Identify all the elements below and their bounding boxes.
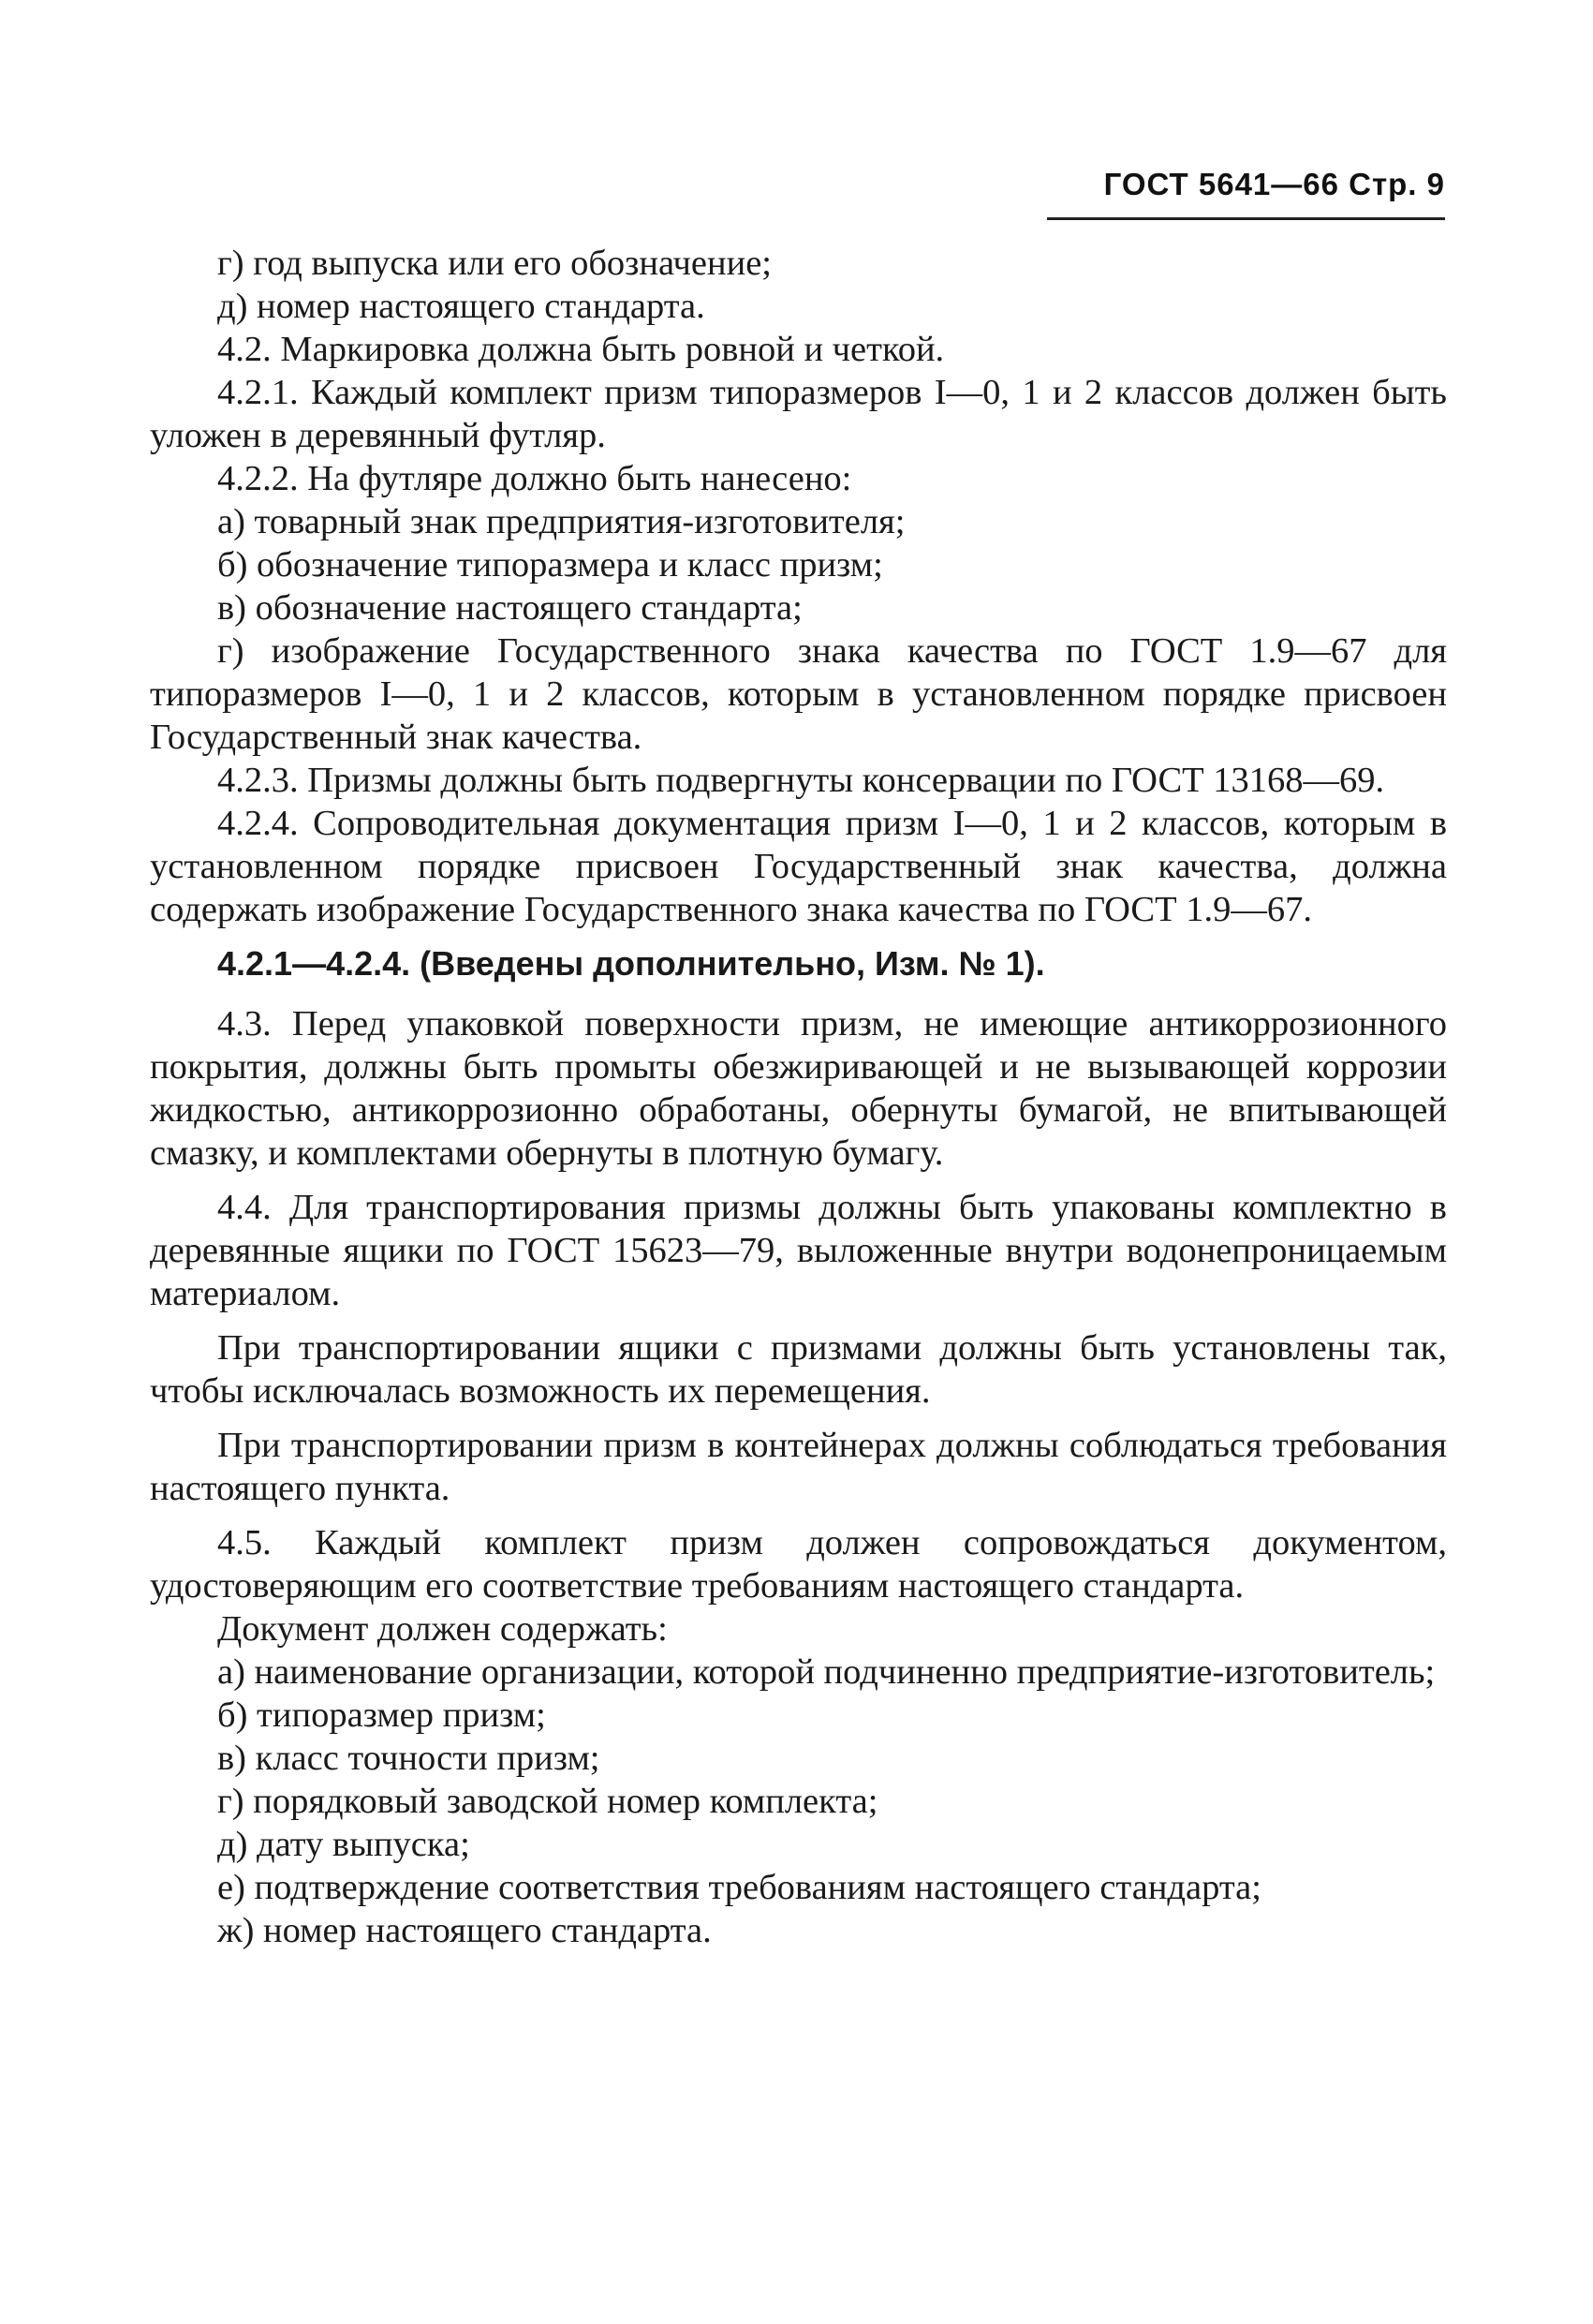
clause-4-4: 4.4. Для транспортирования призмы должны быть упакованы комплектно в деревянные ящики по ГОСТ 15623—79, выложенные внутри водонепроницаемым материалом.: [150, 1188, 1447, 1313]
doc-item-v: в) класс точности призм;: [217, 1739, 600, 1778]
paragraph-item-d-standard: д) номер настоящего стандарта.: [217, 287, 705, 326]
clause-4-2-1: 4.2.1. Каждый комплект призм типоразмеров I—0, 1 и 2 классов должен быть уложен в деревянный футляр.: [150, 373, 1447, 455]
header-rule: [1047, 217, 1445, 220]
document-contents-heading: Документ должен содержать:: [217, 1609, 668, 1649]
clause-4-2-4: 4.2.4. Сопроводительная документация призм I—0, 1 и 2 классов, которым в установленном порядке присвоен Государственный знак качества, должна содержать изображение Государственного знака качества по ГОСТ 1.9—67.: [150, 804, 1447, 929]
case-item-g: г) изображение Государственного знака качества по ГОСТ 1.9—67 для типоразмеров I—0, 1 и 2 классов, которым в установленном порядке присвоен Государственный знак качества.: [150, 631, 1447, 757]
transport-containers-paragraph: При транспортировании призм в контейнерах должны соблюдаться требования настоящего пункта.: [150, 1426, 1447, 1508]
doc-item-d: д) дату выпуска;: [217, 1825, 470, 1864]
doc-item-zh: ж) номер настоящего стандарта.: [217, 1911, 712, 1950]
clause-4-2: 4.2. Маркировка должна быть ровной и четкой.: [217, 330, 945, 369]
clause-4-5: 4.5. Каждый комплект призм должен сопровождаться документом, удостоверяющим его соответствие требованиям настоящего стандарта.: [150, 1523, 1447, 1606]
clause-4-2-3: 4.2.3. Призмы должны быть подвергнуты консервации по ГОСТ 13168—69.: [217, 761, 1385, 800]
doc-item-e: е) подтверждение соответствия требованиям настоящего стандарта;: [217, 1868, 1261, 1907]
case-item-b: б) обозначение типоразмера и класс призм;: [217, 545, 883, 585]
paragraph-item-g-year: г) год выпуска или его обозначение;: [217, 244, 772, 283]
transport-boxes-paragraph: При транспортировании ящики с призмами должны быть установлены так, чтобы исключалась возможность их перемещения.: [150, 1328, 1447, 1411]
doc-item-b: б) типоразмер призм;: [217, 1695, 546, 1735]
case-item-v: в) обозначение настоящего стандарта;: [217, 588, 803, 628]
doc-item-a: а) наименование организации, которой подчиненно предприятие-изготовитель;: [217, 1652, 1436, 1692]
amendment-note: 4.2.1—4.2.4. (Введены дополнительно, Изм. № 1).: [217, 944, 1045, 983]
case-item-a: а) товарный знак предприятия-изготовителя;: [217, 502, 906, 541]
doc-item-g: г) порядковый заводской номер комплекта;: [217, 1782, 878, 1821]
page-header: ГОСТ 5641—66 Стр. 9: [1103, 167, 1445, 201]
clause-4-2-2: 4.2.2. На футляре должно быть нанесено:: [217, 459, 852, 498]
document-body: [150, 242, 1447, 1952]
clause-4-3: 4.3. Перед упаковкой поверхности призм, не имеющие антикоррозионного покрытия, должны быть промыты обезжиривающей и не вызывающей коррозии жидкостью, антикоррозионно обработаны, обернуты бумагой, не впитывающей смазку, и комплектами обернуты в плотную бумагу.: [150, 1004, 1447, 1173]
